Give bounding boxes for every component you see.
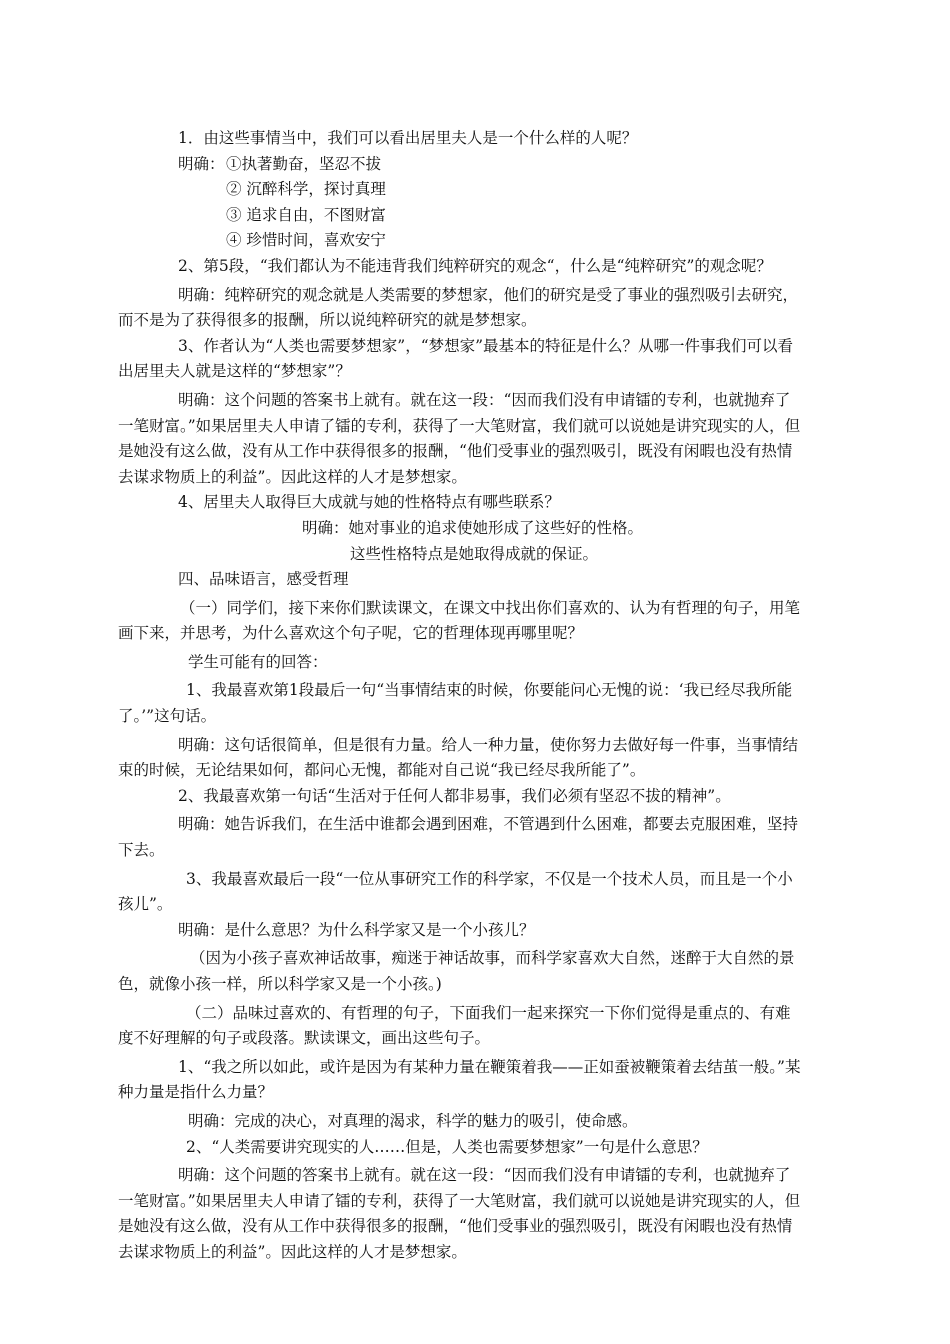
question-1: 1．由这些事情当中，我们可以看出居里夫人是一个什么样的人呢？: [178, 129, 638, 147]
section-heading-4: 四、品味语言，感受哲理: [178, 570, 349, 589]
answer-1-item: ② 沉醉科学，探讨真理: [226, 180, 386, 199]
student-answers-label: 学生可能有的回答：: [188, 652, 328, 671]
response-2: 2、我最喜欢第一句话“生活对于任何人都非易事，我们必须有坚忍不拔的精神”。: [178, 786, 731, 805]
answer-1-item: ④ 珍惜时间，喜欢安宁: [226, 231, 386, 250]
paragraph-part-1: （一）同学们，接下来你们默读课文，在课文中找出你们喜欢的、认为有哲理的句子，用笔画下来，并思考，为什么喜欢这个句子呢，它的哲理体现再哪里呢？: [118, 598, 801, 643]
sentence-1: 1、“我之所以如此，或许是因为有某种力量在鞭策着我——正如蚕被鞭策着去结茧一般。”某种力量是指什么力量？: [118, 1057, 801, 1102]
sentence-2: 2、“人类需要讲究现实的人……但是，人类也需要梦想家”一句是什么意思？: [186, 1137, 708, 1156]
sentence-1-answer: 明确：完成的决心，对真理的渴求，科学的魅力的吸引，使命感。: [188, 1111, 638, 1130]
document-body: [0, 126, 950, 1266]
answer-2: 明确：纯粹研究的观念就是人类需要的梦想家，他们的研究是受了事业的强烈吸引去研究，而不是为了获得很多的报酬，所以说纯粹研究的就是梦想家。: [118, 285, 799, 330]
response-3-answer: 明确：是什么意思？为什么科学家又是一个小孩儿？: [178, 920, 535, 939]
answer-1-item: ①执著勤奋，坚忍不拔: [226, 154, 382, 173]
response-3: 3、我最喜欢最后一段“一位从事研究工作的科学家，不仅是一个技术人员，而且是一个小孩儿”。: [118, 869, 793, 914]
answer-4-line-2: 这些性格特点是她取得成就的保证。: [350, 544, 599, 563]
answer-1-item: ③ 追求自由，不图财富: [226, 205, 386, 224]
question-2: 2、第5段，“我们都认为不能违背我们纯粹研究的观念“，什么是“纯粹研究”的观念呢？: [178, 256, 772, 275]
response-1-answer: 明确：这句话很简单，但是很有力量。给人一种力量，使你努力去做好每一件事，当事情结束的时候，无论结果如何，都问心无愧，都能对自己说“我已经尽我所能了”。: [118, 735, 799, 780]
answer-4-line-1: 明确：她对事业的追求使她形成了这些好的性格。: [302, 518, 644, 537]
response-2-answer: 明确：她告诉我们，在生活中谁都会遇到困难，不管遇到什么困难，都要去克服困难，坚持下去。: [118, 815, 799, 860]
response-1: 1、我最喜欢第1段最后一句“当事情结束的时候，你要能问心无愧的说：‘我已经尽我所能了。’”这句话。: [118, 681, 793, 726]
sentence-2-answer: 明确：这个问题的答案书上就有。就在这一段：“因而我们没有申请镭的专利，也就抛弃了一笔财富。”如果居里夫人申请了镭的专利，获得了一大笔财富，我们就可以说她是讲究现实的人，但是她没有这么做，没有从工作中获得很多的报酬，“他们受事业的强烈吸引，既没有闲暇也没有热情去谋求物质上的利益”。因此这样的人才是梦想家。: [118, 1166, 801, 1261]
response-3-explanation: （因为小孩子喜欢神话故事，痴迷于神话故事，而科学家喜欢大自然，迷醉于大自然的景色，就像小孩一样，所以科学家又是一个小孩。): [118, 949, 795, 993]
paragraph-part-2: （二）品味过喜欢的、有哲理的句子，下面我们一起来探究一下你们觉得是重点的、有难度不好理解的句子或段落。默读课文，画出这些句子。: [118, 1003, 791, 1048]
answer-3: 明确：这个问题的答案书上就有。就在这一段：“因而我们没有申请镭的专利，也就抛弃了一笔财富。”如果居里夫人申请了镭的专利，获得了一大笔财富，我们就可以说她是讲究现实的人，但是她没有这么做，没有从工作中获得很多的报酬，“他们受事业的强烈吸引，既没有闲暇也没有热情去谋求物质上的利益”。因此这样的人才是梦想家。: [118, 390, 801, 486]
answer-1-label: 明确：: [178, 154, 225, 173]
question-3: 3、作者认为“人类也需要梦想家”，“梦想家”最基本的特征是什么？从哪一件事我们可以看出居里夫人就是这样的“梦想家”？: [118, 336, 794, 381]
question-4: 4、居里夫人取得巨大成就与她的性格特点有哪些联系？: [178, 493, 560, 512]
